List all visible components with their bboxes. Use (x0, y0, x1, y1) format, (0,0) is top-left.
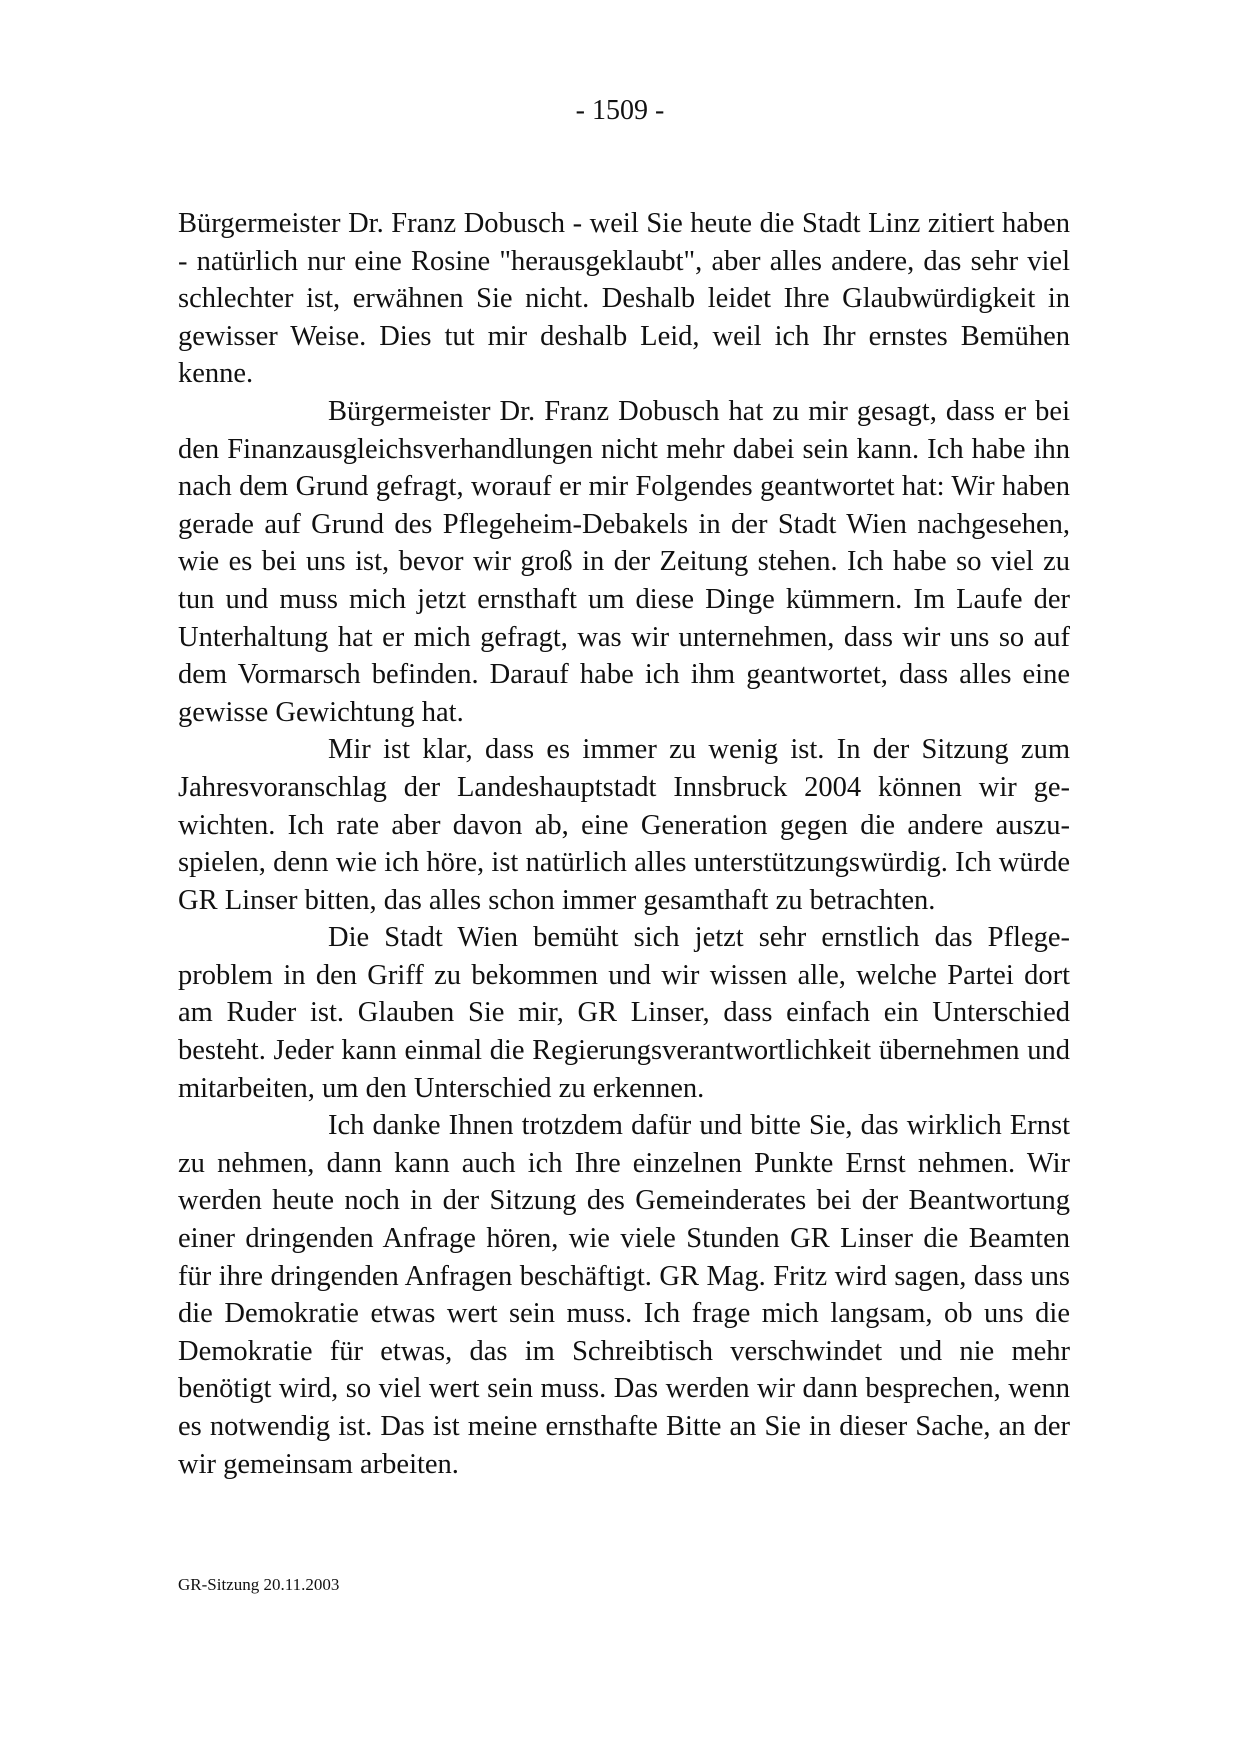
paragraph-1: Bürgermeister Dr. Franz Dobusch - weil Sie heute die Stadt Linz zitiert haben - natürlich nur eine Rosine "herausgeklaubt", aber alles andere, das sehr viel schlechter ist, erwähnen Sie nicht. Deshalb leidet Ihre Glaubwürdigkeit in gewisser Weise. Dies tut mir deshalb Leid, weil ich Ihr ernstes Bemühen kenne. (178, 208, 1070, 390)
paragraph-3: Mir ist klar, dass es immer zu wenig ist. In der Sitzung zum Jahresvoranschlag der Landeshauptstadt Innsbruck 2004 können wir gewichten. Ich rate aber davon ab, eine Generation gegen die andere auszuspielen, denn wie ich höre, ist natürlich alles unterstützungswürdig. Ich würde GR Linser bitten, das alles schon immer gesamthaft zu betrachten. (178, 734, 1070, 916)
page-number: - 1509 - (575, 95, 665, 126)
footer-session-date: GR-Sitzung 20.11.2003 (178, 1575, 340, 1594)
paragraph-4: Die Stadt Wien bemüht sich jetzt sehr ernstlich das Pflegeproblem in den Griff zu bekommen und wir wissen alle, welche Partei dort am Ruder ist. Glauben Sie mir, GR Linser, dass einfach ein Unterschied besteht. Jeder kann einmal die Regierungsverantwortlichkeit übernehmen und mitarbeiten, um den Unterschied zu erkennen. (178, 922, 1070, 1104)
paragraph-2: Bürgermeister Dr. Franz Dobusch hat zu mir gesagt, dass er bei den Finanzausgleichsverhandlungen nicht mehr dabei sein kann. Ich habe ihn nach dem Grund gefragt, worauf er mir Folgendes geantwortet hat: Wir haben gerade auf Grund des Pflegeheim-Debakels in der Stadt Wien nachgesehen, wie es bei uns ist, bevor wir groß in der Zeitung stehen. Ich habe so viel zu tun und muss mich jetzt ernsthaft um diese Dinge kümmern. Im Laufe der Unterhaltung hat er mich gefragt, was wir unternehmen, dass wir uns so auf dem Vormarsch befinden. Darauf habe ich ihm geantwortet, dass alles eine gewisse Gewichtung hat. (178, 395, 1070, 728)
paragraph-5: Ich danke Ihnen trotzdem dafür und bitte Sie, das wirklich Ernst zu nehmen, dann kann auch ich Ihre einzelnen Punkte Ernst nehmen. Wir werden heute noch in der Sitzung des Gemeinderates bei der Beantwortung einer dringenden Anfrage hören, wie viele Stunden GR Linser die Beamten für ihre dringenden Anfragen beschäftigt. GR Mag. Fritz wird sagen, dass uns die Demokratie etwas wert sein muss. Ich frage mich langsam, ob uns die Demokratie für etwas, das im Schreibtisch verschwindet und nie mehr benötigt wird, so viel wert sein muss. Das werden wir dann besprechen, wenn es notwendig ist. Das ist meine ernsthafte Bitte an Sie in dieser Sache, an der wir gemeinsam arbeiten. (178, 1110, 1070, 1480)
body-text (178, 205, 1070, 1483)
